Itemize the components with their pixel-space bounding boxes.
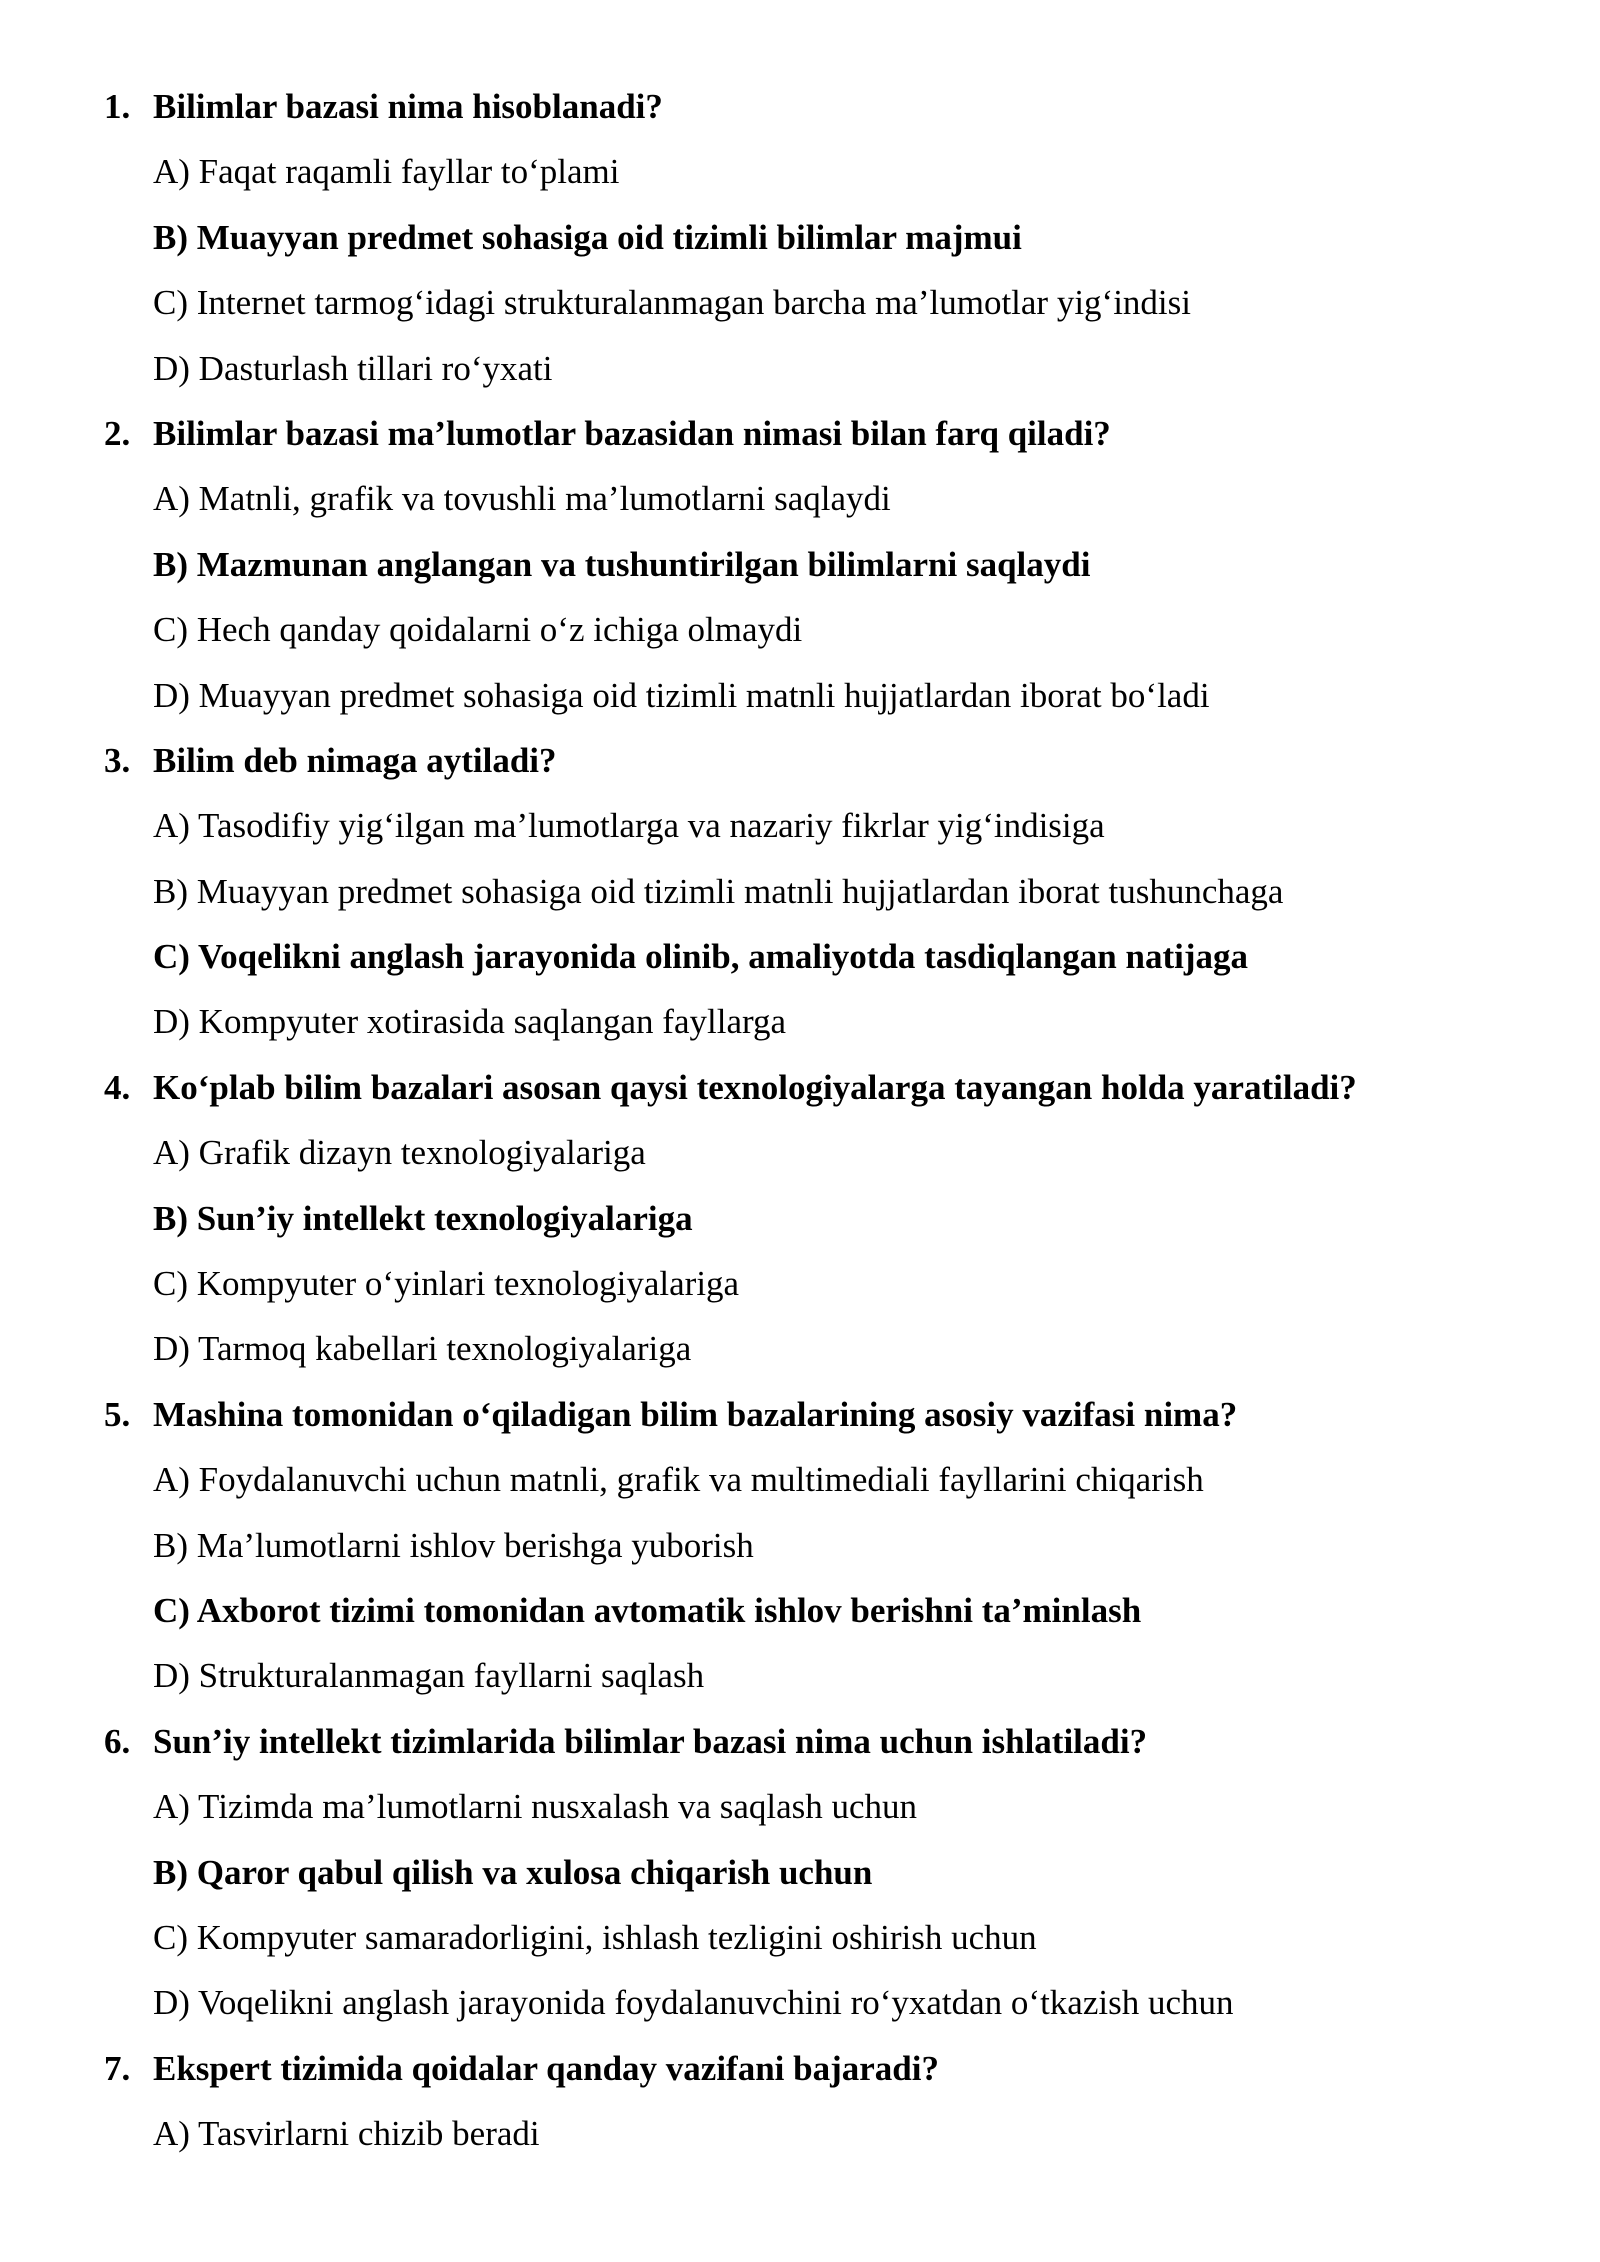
answer-option-text: A) Tasodifiy yig‘ilgan ma’lumotlarga va nazariy fikrlar yig‘indisiga <box>153 806 1105 846</box>
answer-option-text: A) Matnli, grafik va tovushli ma’lumotlarni saqlaydi <box>153 479 891 519</box>
question-heading <box>0 1709 1600 1774</box>
question-text: Bilimlar bazasi nima hisoblanadi? <box>153 87 663 126</box>
question-number: 7. <box>104 2048 131 2088</box>
answer-option <box>0 1447 1600 1512</box>
answer-option <box>0 597 1600 662</box>
question-number: 1. <box>104 87 131 126</box>
answer-option <box>0 2101 1600 2166</box>
question-number: 4. <box>104 1067 131 1107</box>
question-text: Bilim deb nimaga aytiladi? <box>153 740 557 780</box>
answer-option <box>0 793 1600 858</box>
answer-option-text: A) Faqat raqamli fayllar to‘plami <box>153 152 620 192</box>
question-number: 3. <box>104 740 131 780</box>
answer-option <box>0 1643 1600 1708</box>
answer-option-text: D) Tarmoq kabellari texnologiyalariga <box>153 1329 692 1369</box>
answer-option-correct <box>0 532 1600 597</box>
question-heading <box>0 728 1600 793</box>
answer-option-text: D) Strukturalanmagan fayllarni saqlash <box>153 1656 705 1696</box>
answer-option-text: B) Ma’lumotlarni ishlov berishga yuborish <box>153 1525 754 1565</box>
answer-option-text: B) Mazmunan anglangan va tushuntirilgan bilimlarni saqlaydi <box>153 544 1091 584</box>
answer-option-text: C) Internet tarmog‘idagi strukturalanmagan barcha ma’lumotlar yig‘indisi <box>153 283 1192 323</box>
answer-option <box>0 139 1600 204</box>
answer-option-correct <box>0 1186 1600 1251</box>
answer-option-correct <box>0 205 1600 270</box>
question-text: Mashina tomonidan o‘qiladigan bilim bazalarining asosiy vazifasi nima? <box>153 1394 1238 1434</box>
answer-option <box>0 466 1600 531</box>
answer-option <box>0 1120 1600 1185</box>
question-heading <box>0 1382 1600 1447</box>
answer-option <box>0 270 1600 335</box>
answer-option-text: D) Voqelikni anglash jarayonida foydalanuvchini ro‘yxatdan o‘tkazish uchun <box>153 1983 1234 2023</box>
answer-option <box>0 1251 1600 1316</box>
answer-option-text: D) Muayyan predmet sohasiga oid tizimli matnli hujjatlardan iborat bo‘ladi <box>153 675 1210 715</box>
answer-option-text: C) Kompyuter samaradorligini, ishlash tezligini oshirish uchun <box>153 1917 1037 1957</box>
answer-option-text: D) Kompyuter xotirasida saqlangan fayllarga <box>153 1002 787 1042</box>
question-heading <box>0 1055 1600 1120</box>
answer-option-text: C) Hech qanday qoidalarni o‘z ichiga olmaydi <box>153 610 803 650</box>
question-heading <box>0 2036 1600 2101</box>
answer-option-text: A) Grafik dizayn texnologiyalariga <box>153 1133 646 1173</box>
question-heading <box>0 74 1600 139</box>
answer-option <box>0 1316 1600 1381</box>
answer-option <box>0 1774 1600 1839</box>
answer-option-text: C) Axborot tizimi tomonidan avtomatik ishlov berishni ta’minlash <box>153 1590 1142 1630</box>
answer-option <box>0 1905 1600 1970</box>
question-list <box>0 74 1600 2167</box>
question-heading <box>0 401 1600 466</box>
answer-option-correct <box>0 924 1600 989</box>
answer-option-text: C) Voqelikni anglash jarayonida olinib, amaliyotda tasdiqlangan natijaga <box>153 937 1248 977</box>
answer-option-text: B) Sun’iy intellekt texnologiyalariga <box>153 1198 693 1238</box>
answer-option <box>0 336 1600 401</box>
answer-option-text: C) Kompyuter o‘yinlari texnologiyalariga <box>153 1264 740 1304</box>
answer-option <box>0 1970 1600 2035</box>
question-text: Sun’iy intellekt tizimlarida bilimlar bazasi nima uchun ishlatiladi? <box>153 1721 1148 1761</box>
answer-option-correct <box>0 1578 1600 1643</box>
answer-option-text: D) Dasturlash tillari ro‘yxati <box>153 348 553 388</box>
answer-option <box>0 859 1600 924</box>
question-number: 6. <box>104 1721 131 1761</box>
question-text: Ko‘plab bilim bazalari asosan qaysi texnologiyalarga tayangan holda yaratiladi? <box>153 1067 1357 1107</box>
answer-option-correct <box>0 1840 1600 1905</box>
answer-option-text: A) Foydalanuvchi uchun matnli, grafik va multimediali fayllarini chiqarish <box>153 1460 1204 1500</box>
answer-option-text: A) Tizimda ma’lumotlarni nusxalash va saqlash uchun <box>153 1787 918 1827</box>
question-number: 5. <box>104 1394 131 1434</box>
question-text: Bilimlar bazasi ma’lumotlar bazasidan nimasi bilan farq qiladi? <box>153 413 1111 453</box>
answer-option <box>0 1513 1600 1578</box>
answer-option-text: B) Muayyan predmet sohasiga oid tizimli matnli hujjatlardan iborat tushunchaga <box>153 871 1284 911</box>
answer-option-text: B) Qaror qabul qilish va xulosa chiqarish uchun <box>153 1852 873 1892</box>
answer-option <box>0 663 1600 728</box>
question-number: 2. <box>104 413 131 453</box>
answer-option-text: B) Muayyan predmet sohasiga oid tizimli bilimlar majmui <box>153 217 1022 257</box>
question-text: Ekspert tizimida qoidalar qanday vazifani bajaradi? <box>153 2048 939 2088</box>
answer-option <box>0 989 1600 1054</box>
answer-option-text: A) Tasvirlarni chizib beradi <box>153 2114 540 2154</box>
